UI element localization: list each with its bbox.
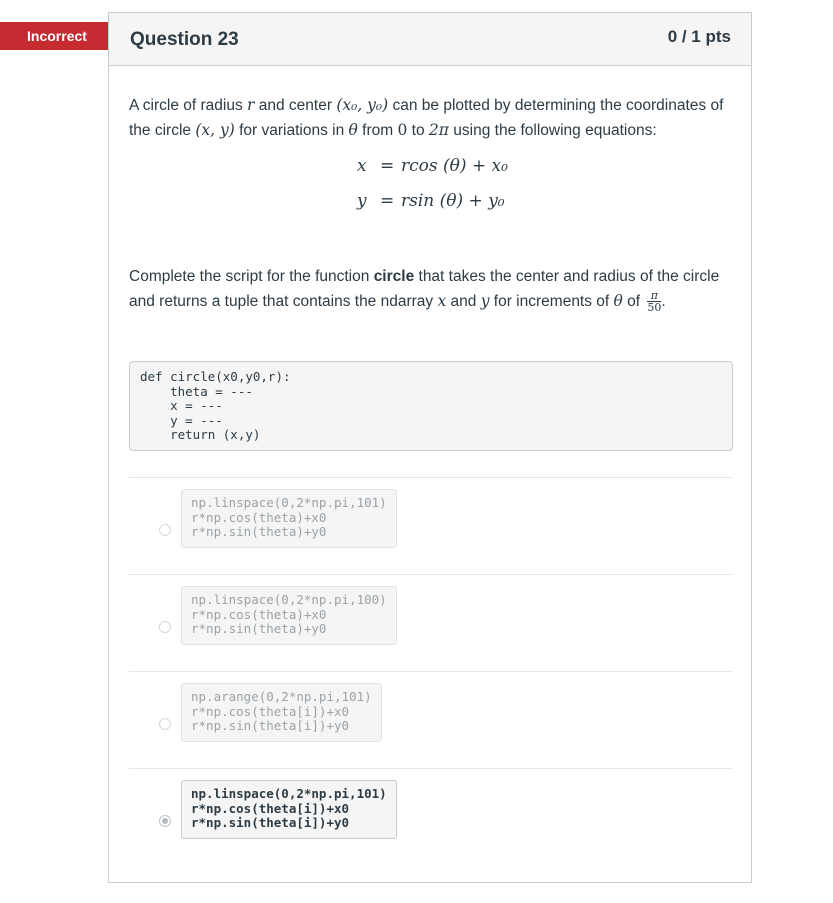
math-r: r	[247, 96, 255, 114]
code-line: theta = ---	[140, 383, 253, 399]
answer-option-2[interactable]	[129, 574, 733, 672]
intro-text: to	[407, 122, 429, 139]
math-theta: θ	[348, 121, 358, 139]
code-line: x = ---	[140, 398, 223, 413]
fraction-numerator: π	[647, 290, 661, 302]
answer-line: np.arange(0,2*np.pi,101)	[191, 689, 372, 704]
intro-text: using the following equations:	[448, 122, 657, 139]
equation-lhs: y	[357, 191, 367, 211]
math-theta: θ	[613, 292, 623, 310]
task-text: Complete the script for the function	[129, 268, 374, 285]
task-text: for increments of	[489, 293, 614, 310]
math-xy: (x, y)	[195, 121, 235, 139]
question-card	[108, 12, 752, 883]
equation-lhs: x	[357, 156, 367, 176]
answer-radio[interactable]	[159, 621, 171, 633]
task-paragraph	[129, 265, 734, 314]
equation-op: =	[380, 156, 395, 176]
incorrect-label: Incorrect	[27, 28, 87, 44]
answer-line: r*np.sin(theta)+y0	[191, 621, 327, 636]
answer-line: r*np.sin(theta[i])+y0	[191, 815, 350, 830]
question-header	[109, 13, 751, 66]
math-zero: 0	[397, 121, 408, 139]
intro-text: can be plotted by determining the coordinates of the circle	[129, 97, 724, 139]
equation-rhs: rcos (θ) + x₀	[401, 156, 508, 176]
math-center: (x₀, y₀)	[336, 96, 389, 114]
answer-option-1[interactable]	[129, 477, 733, 575]
intro-text: A circle of radius	[129, 97, 248, 114]
intro-text: and center	[254, 97, 337, 114]
question-points: 0 / 1 pts	[667, 27, 731, 46]
question-text	[129, 93, 734, 315]
code-line: y = ---	[140, 412, 223, 428]
answer-radio-selected[interactable]	[159, 815, 171, 827]
answer-radio[interactable]	[159, 718, 171, 730]
answer-line: r*np.cos(theta)+x0	[191, 606, 327, 622]
intro-paragraph	[129, 93, 734, 143]
answer-line: r*np.cos(theta)+x0	[191, 509, 327, 525]
answer-line: np.linspace(0,2*np.pi,101)	[191, 786, 387, 801]
equation-op: =	[380, 191, 395, 211]
task-text: that takes the center and radius of the circle and returns a tuple that contains the ndarray	[129, 268, 720, 310]
code-snippet	[129, 361, 733, 451]
task-text: .	[661, 293, 666, 310]
intro-text: from	[357, 122, 398, 139]
answer-option-4[interactable]	[129, 768, 733, 866]
math-x: x	[437, 292, 447, 310]
answer-code[interactable]	[181, 683, 382, 742]
answer-code[interactable]	[181, 489, 397, 548]
equation-rhs: rsin (θ) + y₀	[401, 191, 505, 211]
fraction-pi-over-50	[647, 290, 661, 313]
answer-line: r*np.cos(theta[i])+x0	[191, 800, 350, 816]
task-text: and	[446, 293, 481, 310]
answer-option-3[interactable]	[129, 671, 733, 769]
math-two-pi: 2π	[428, 121, 449, 139]
question-title: Question 23	[130, 29, 239, 50]
answer-line: r*np.sin(theta)+y0	[191, 524, 327, 539]
intro-text: for variations in	[234, 122, 349, 139]
answer-line: np.linspace(0,2*np.pi,101)	[191, 495, 387, 510]
fraction-denominator: 50	[647, 301, 662, 315]
answer-code[interactable]	[181, 586, 397, 645]
code-line: return (x,y)	[140, 427, 261, 442]
answer-line: r*np.cos(theta[i])+x0	[191, 703, 350, 719]
answer-line: r*np.sin(theta[i])+y0	[191, 718, 350, 733]
incorrect-badge	[0, 22, 108, 50]
code-line: def circle(x0,y0,r):	[140, 369, 291, 384]
answer-line: np.linspace(0,2*np.pi,100)	[191, 592, 387, 607]
math-y: y	[480, 292, 490, 310]
answer-code-selected[interactable]	[181, 780, 397, 839]
task-text: of	[622, 293, 645, 310]
answer-radio[interactable]	[159, 524, 171, 536]
function-name: circle	[373, 268, 415, 285]
